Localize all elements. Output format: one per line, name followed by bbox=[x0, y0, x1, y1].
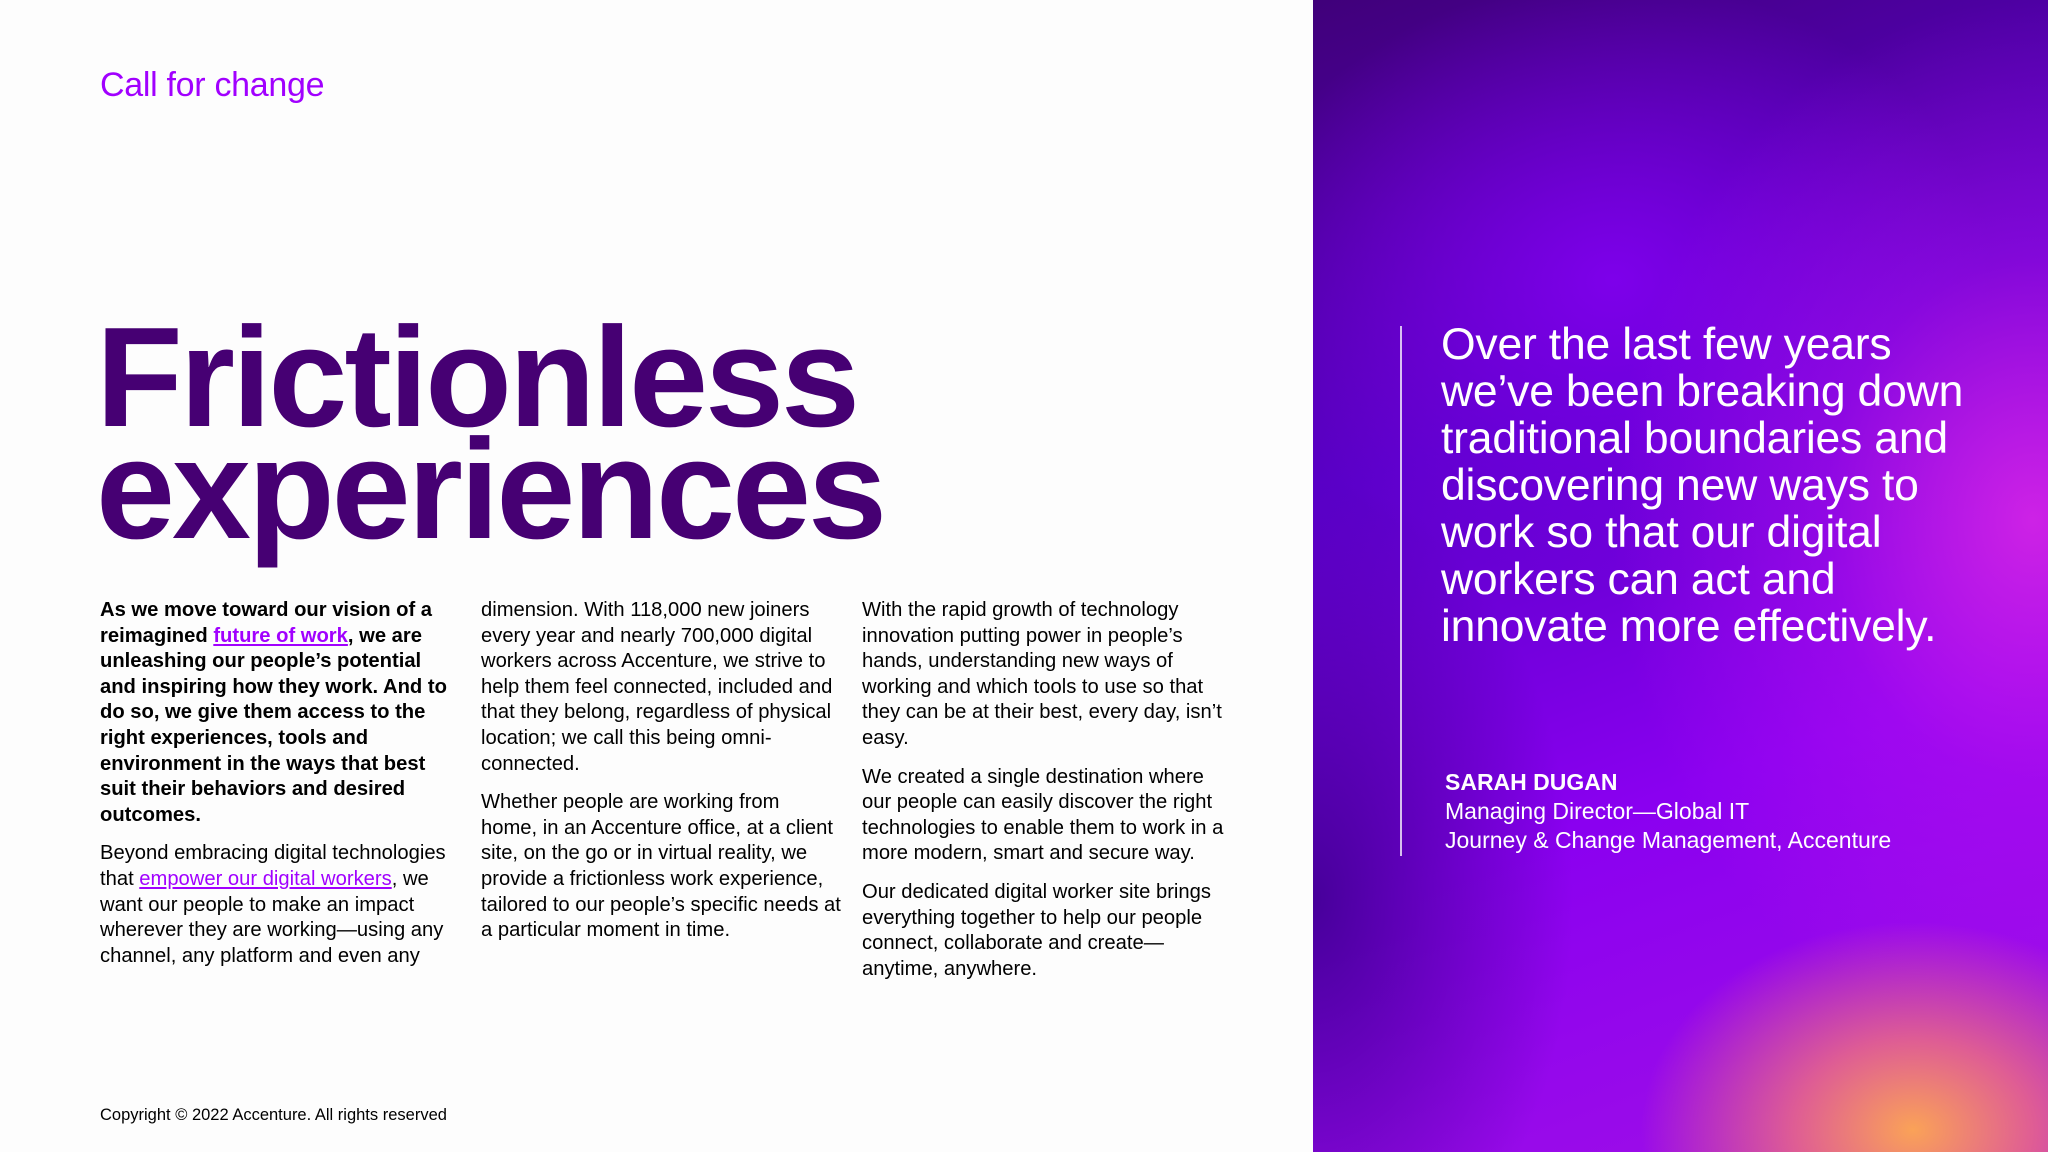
headline-line-2: experiences bbox=[96, 410, 885, 569]
attribution-title-line-1: Managing Director—Global IT bbox=[1445, 798, 1750, 824]
quote-attribution bbox=[1445, 768, 1891, 855]
paragraph-text-start: Beyond embracing digital technologies that bbox=[100, 842, 446, 890]
section-label: Call for change bbox=[100, 66, 325, 104]
body-paragraph: dimension. With 118,000 new joiners every year and nearly 700,000 digital workers across Accenture, we strive to help them feel connected, included and that they belong, regardless of physical location; we call this being omni-connected. bbox=[481, 599, 833, 775]
copyright-notice: Copyright © 2022 Accenture. All rights reserved bbox=[100, 1106, 447, 1124]
lead-paragraph bbox=[100, 598, 460, 828]
body-column-1 bbox=[100, 598, 460, 982]
attribution-title-line-2: Journey & Change Management, Accenture bbox=[1445, 827, 1892, 853]
body-paragraph: Our dedicated digital worker site brings everything together to help our people connect, collaborate and create—anytime, anywhere. bbox=[862, 880, 1211, 980]
attribution-name: SARAH DUGAN bbox=[1445, 769, 1618, 795]
body-paragraph: With the rapid growth of technology innovation putting power in people’s hands, understanding new ways of working and which tools to use so that they can be at their best, every day, isn’t easy. bbox=[862, 599, 1222, 749]
future-of-work-link[interactable]: future of work bbox=[213, 624, 348, 647]
body-column-2 bbox=[481, 598, 841, 957]
headline-line-1: Frictionless bbox=[96, 298, 858, 457]
body-paragraph bbox=[100, 841, 460, 969]
quote-divider bbox=[1400, 326, 1402, 856]
body-paragraph: Whether people are working from home, in an Accenture office, at a client site, on the go or in virtual reality, we provide a frictionless work experience, tailored to our people’s specific needs at a particular moment in time. bbox=[481, 791, 841, 942]
lead-text-start: As we move toward our vision of a reimagined bbox=[100, 599, 433, 647]
headline bbox=[96, 298, 885, 569]
body-column-3 bbox=[862, 598, 1232, 995]
lead-text-end: , we are unleashing our people’s potential and inspiring how they work. And to do so, we give them access to the right experiences, tools and environment in the ways that best suit their behaviors and desired outcomes. bbox=[100, 624, 447, 826]
empower-digital-workers-link[interactable]: empower our digital workers bbox=[139, 867, 392, 890]
quote-panel bbox=[1313, 0, 2048, 1152]
paragraph-text-end: , we want our people to make an impact wherever they are working—using any channel, any platform and even any bbox=[100, 867, 444, 967]
pull-quote: Over the last few years we’ve been breaking down traditional boundaries and discovering new ways to work so that our digital workers can act and innovate more effectively. bbox=[1441, 320, 1964, 651]
body-paragraph: We created a single destination where our people can easily discover the right technologies to enable them to work in a more modern, smart and secure way. bbox=[862, 765, 1224, 865]
